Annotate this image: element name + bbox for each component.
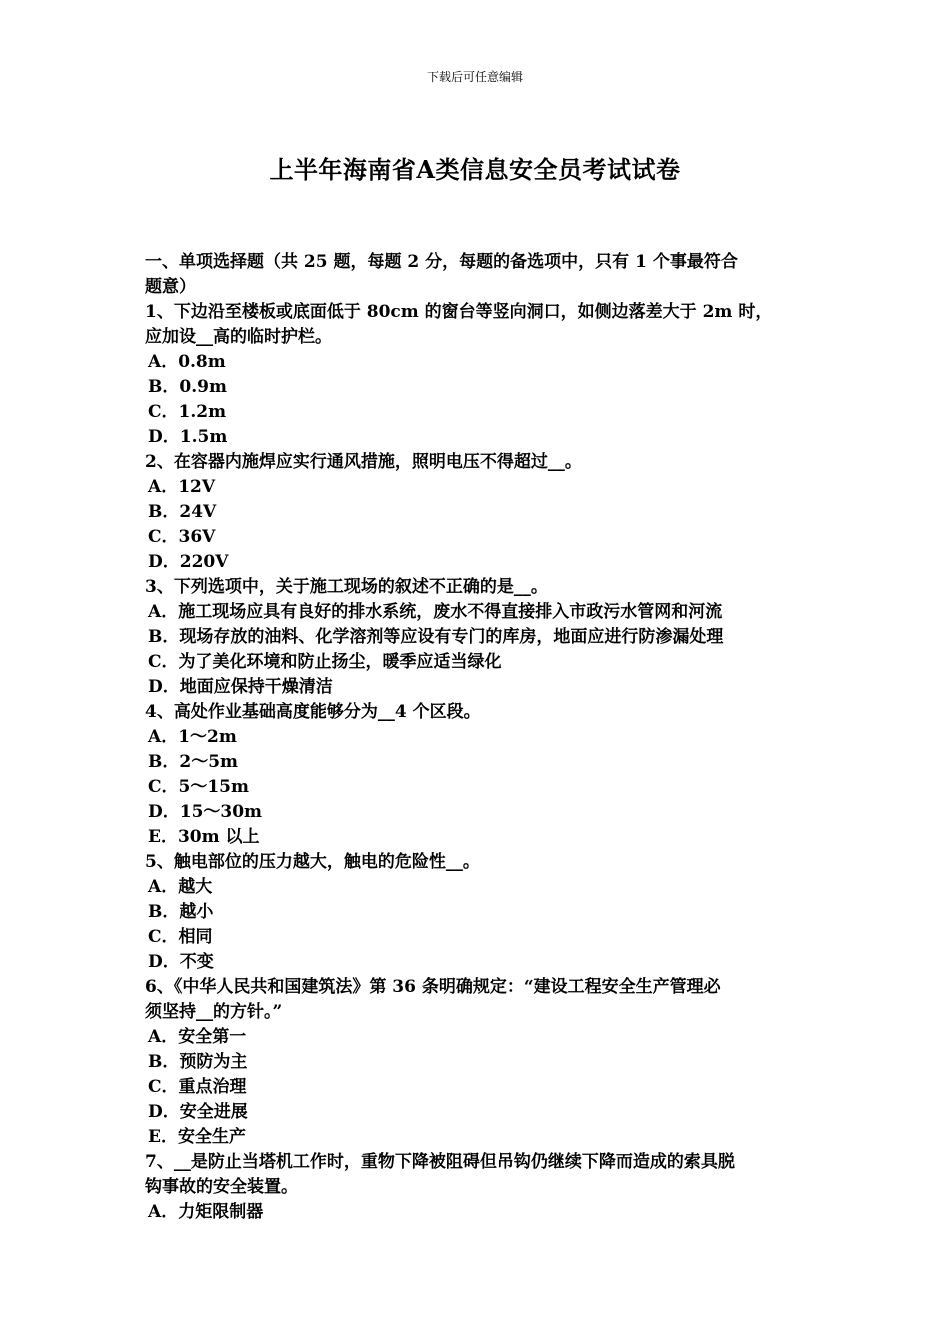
- answer-option: D．安全进展: [148, 1102, 248, 1122]
- question-text: 1、下边沿至楼板或底面低于 80cm 的窗台等竖向洞口，如侧边落差大于 2m 时，: [145, 302, 773, 322]
- header-note: 下载后可任意编辑: [426, 70, 523, 84]
- answer-option: A．安全第一: [148, 1027, 247, 1047]
- answer-option: A．越大: [148, 877, 213, 897]
- answer-option: C．为了美化环境和防止扬尘，暖季应适当绿化: [148, 652, 502, 672]
- question-text: 2、在容器内施焊应实行通风措施，照明电压不得超过__。: [145, 452, 582, 472]
- answer-option: A．力矩限制器: [148, 1202, 264, 1222]
- answer-option: B．预防为主: [148, 1052, 248, 1072]
- answer-option: B．现场存放的油料、化学溶剂等应设有专门的库房，地面应进行防渗漏处理: [148, 627, 724, 647]
- answer-option: C．相同: [148, 927, 213, 947]
- answer-option: D．15～30m: [148, 802, 263, 822]
- question-text: 5、触电部位的压力越大，触电的危险性__。: [145, 852, 480, 872]
- answer-option: E．30m 以上: [148, 827, 260, 847]
- answer-option: A．0.8m: [148, 352, 226, 372]
- answer-option: D．1.5m: [148, 427, 228, 447]
- question-text: 钩事故的安全装置。: [145, 1177, 298, 1197]
- question-text: 应加设__高的临时护栏。: [145, 327, 332, 347]
- answer-option: D．220V: [148, 552, 229, 572]
- question-text: 3、下列选项中，关于施工现场的叙述不正确的是__。: [145, 577, 548, 597]
- answer-option: E．安全生产: [148, 1127, 246, 1147]
- answer-option: C．36V: [148, 527, 216, 547]
- answer-option: B．24V: [148, 502, 217, 522]
- answer-option: D．不变: [148, 952, 214, 972]
- exam-content: [145, 250, 825, 1225]
- section-heading-line: 一、单项选择题（共 25 题，每题 2 分，每题的备选项中，只有 1 个事最符合: [145, 252, 738, 272]
- answer-option: C．1.2m: [148, 402, 227, 422]
- question-text: 须坚持__的方针。”: [145, 1002, 283, 1022]
- question-text: 7、__是防止当塔机工作时，重物下降被阻碍但吊钩仍继续下降而造成的索具脱: [145, 1152, 735, 1172]
- answer-option: A．12V: [148, 477, 216, 497]
- answer-option: A．施工现场应具有良好的排水系统，废水不得直接排入市政污水管网和河流: [148, 602, 723, 622]
- answer-option: C．重点治理: [148, 1077, 247, 1097]
- question-text: 4、高处作业基础高度能够分为__4 个区段。: [145, 702, 481, 722]
- answer-option: D．地面应保持干燥清洁: [148, 677, 333, 697]
- answer-option: A．1～2m: [148, 727, 237, 747]
- section-heading-line: 题意）: [145, 277, 196, 297]
- question-text: 6、《中华人民共和国建筑法》第 36 条明确规定：“建设工程安全生产管理必: [145, 977, 721, 997]
- document-title: 上半年海南省A类信息安全员考试试卷: [269, 155, 681, 184]
- answer-option: B．越小: [148, 902, 214, 922]
- answer-option: B．0.9m: [148, 377, 227, 397]
- answer-option: C．5～15m: [148, 777, 250, 797]
- answer-option: B．2～5m: [148, 752, 239, 772]
